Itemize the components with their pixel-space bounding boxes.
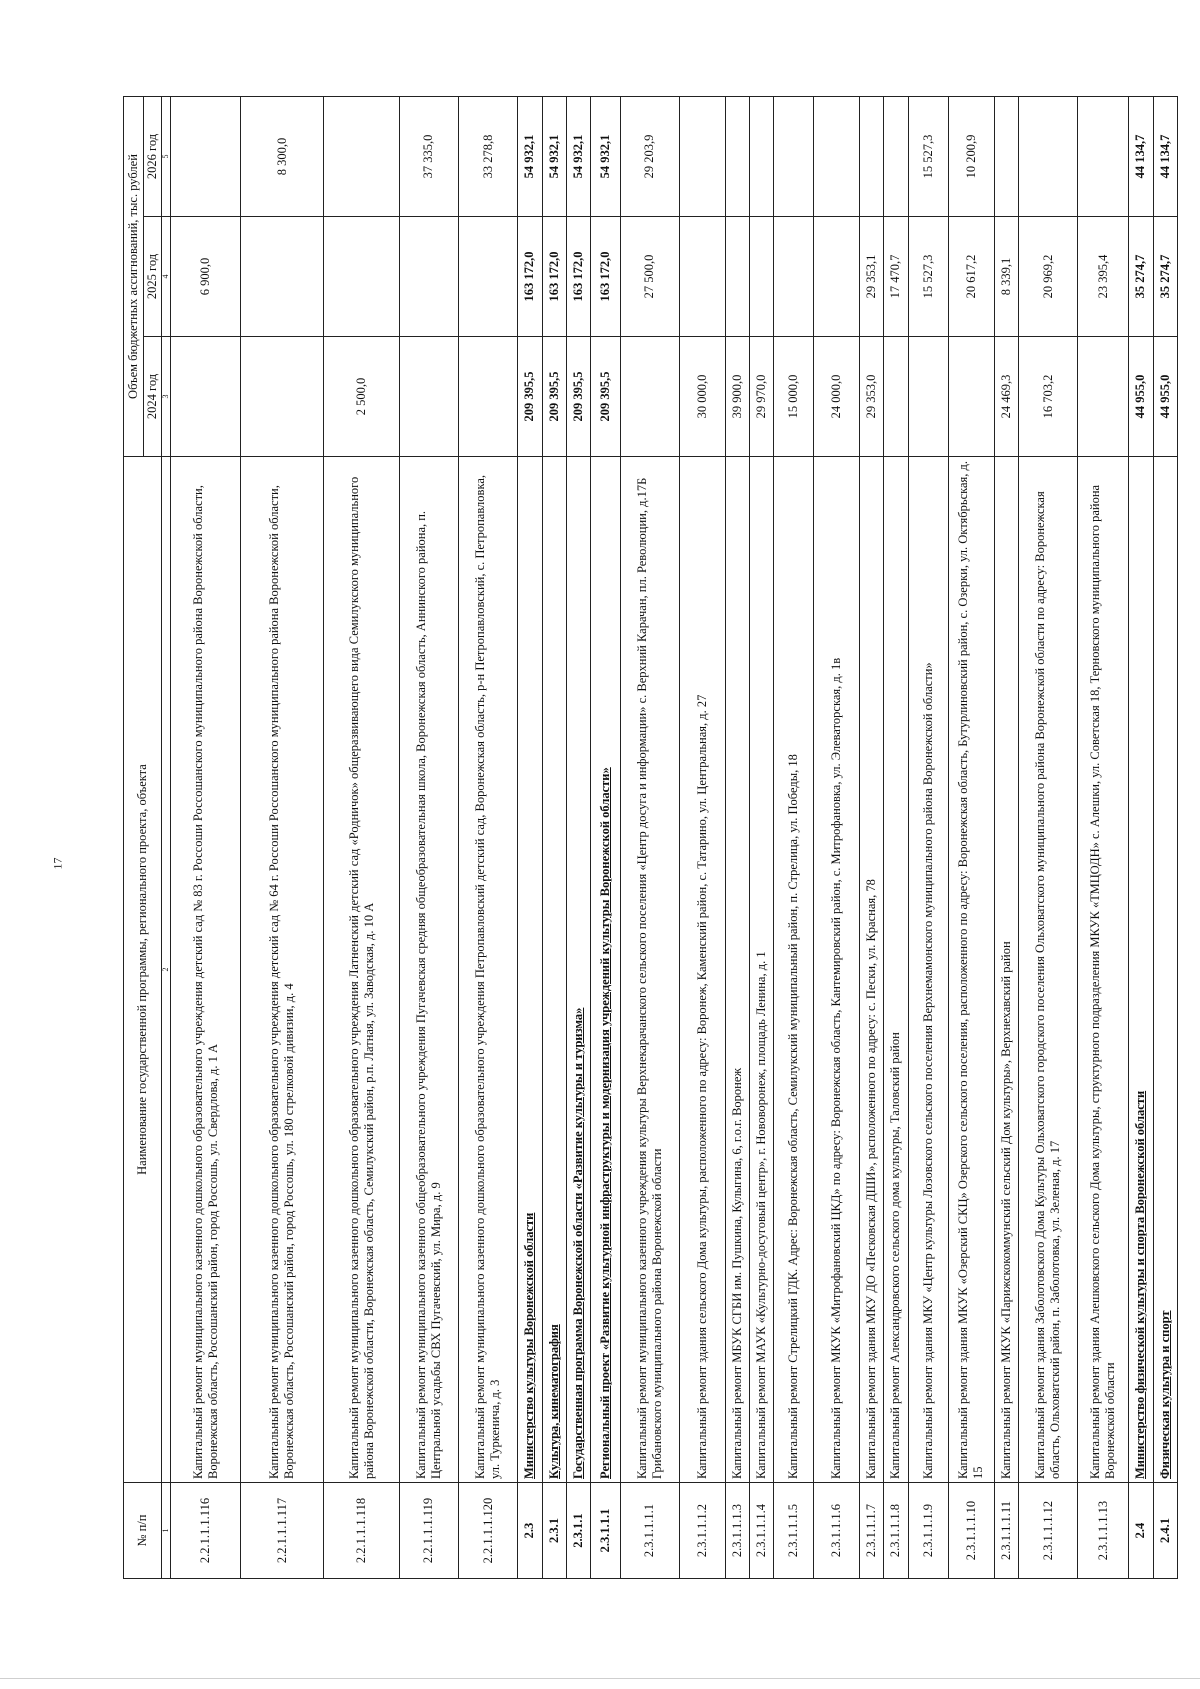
value-2025: 6 900,0 [171,217,241,337]
row-name: Физическая культура и спорт [1153,457,1177,1483]
header-volume: Объем бюджетных ассигнований, тыс. рублей [124,97,144,457]
row-name: Капитальный ремонт муниципального казенного учреждения культуры Верхнекарачанского сельского поселения «Центр досуга и информации» с. Верхний Карачан, пл. Революции, д.17Б Грибановского муниципального района Воронежской области [620,457,679,1483]
value-2024: 209 395,5 [542,337,566,457]
value-2025: 27 500,0 [620,217,679,337]
row-number: 2.2.1.1.1.120 [459,1483,518,1579]
row-name: Капитальный ремонт Стрелицкий ГДК. Адрес: Воронежская область, Семилукский муниципальный район, п. Стрелица, ул. Победы, 18 [774,457,814,1483]
column-index: 2 [162,457,171,1483]
header-year-2025: 2025 год [144,217,162,337]
row-number: 2.3.1.1.1.1 [620,1483,679,1579]
row-number: 2.3.1.1.1.3 [725,1483,749,1579]
value-2026 [860,97,884,217]
table-row [171,97,241,1579]
value-2025 [814,217,860,337]
value-2025: 35 274,7 [1129,217,1153,337]
row-name: Капитальный ремонт здания сельского Дома культуры, расположенного по адресу: Воронеж, Каменский район, с. Татарино, ул. Центральная, д. 27 [679,457,725,1483]
table-row [1078,97,1129,1579]
value-2026 [814,97,860,217]
value-2025 [774,217,814,337]
row-number: 2.4 [1129,1483,1153,1579]
value-2025: 23 395,4 [1078,217,1129,337]
budget-table-rotated [123,97,1178,1579]
row-number: 2.3.1.1.1.10 [948,1483,994,1579]
table-row [994,97,1018,1579]
value-2026 [324,97,399,217]
value-2024: 15 000,0 [774,337,814,457]
row-name: Капитальный ремонт МКУК «Митрофановский ЦКД» по адресу: Воронежская область, Кантемировский район, с. Митрофановка, ул. Элеваторская, д. 1в [814,457,860,1483]
value-2025 [241,217,324,337]
row-name: Министерство культуры Воронежской области [518,457,542,1483]
value-2024: 209 395,5 [590,337,620,457]
value-2025 [459,217,518,337]
value-2026 [994,97,1018,217]
table-row [749,97,773,1579]
value-2024: 24 469,3 [994,337,1018,457]
row-number: 2.3.1.1.1.4 [749,1483,773,1579]
row-name: Капитальный ремонт здания Заболотовского Дома Культуры Ольховатского городского поселения Ольховатского муниципального района Воронежской области по адресу: Воронежская область, Ольховатский район, п. Заболотовка, ул. Зеленая, д. 17 [1018,457,1077,1483]
value-2024 [399,337,458,457]
value-2026 [749,97,773,217]
value-2026: 10 200,9 [948,97,994,217]
value-2024: 30 000,0 [679,337,725,457]
value-2025: 20 969,2 [1018,217,1077,337]
row-number: 2.3 [518,1483,542,1579]
row-name: Капитальный ремонт МБУК СГБИ им. Пушкина, Кулыгина, 6, г.о.г. Воронеж [725,457,749,1483]
value-2024: 29 970,0 [749,337,773,457]
value-2026 [774,97,814,217]
value-2024 [1078,337,1129,457]
value-2024 [241,337,324,457]
header-name: Наименование государственной программы, регионального проекта, объекта [124,457,162,1483]
row-number: 2.2.1.1.1.118 [324,1483,399,1579]
row-number: 2.3.1.1.1.13 [1078,1483,1129,1579]
value-2024 [620,337,679,457]
column-index: 5 [162,97,171,217]
value-2025 [399,217,458,337]
table-row [725,97,749,1579]
table-row [399,97,458,1579]
table-row [908,97,948,1579]
column-index: 3 [162,337,171,457]
value-2026 [1018,97,1077,217]
value-2026: 8 300,0 [241,97,324,217]
table-row [884,97,908,1579]
value-2025: 15 527,3 [908,217,948,337]
value-2026 [679,97,725,217]
value-2025: 20 617,2 [948,217,994,337]
value-2026: 54 932,1 [566,97,590,217]
row-name: Культура, кинематография [542,457,566,1483]
header-num: № п/п [124,1483,162,1579]
value-2026: 37 335,0 [399,97,458,217]
table-row [679,97,725,1579]
budget-allocation-table [123,96,1178,1579]
table-row [241,97,324,1579]
value-2024 [884,337,908,457]
value-2026: 44 134,7 [1153,97,1177,217]
value-2025: 17 470,7 [884,217,908,337]
value-2025: 163 172,0 [590,217,620,337]
row-number: 2.3.1.1.1.2 [679,1483,725,1579]
table-row [590,97,620,1579]
table-row [860,97,884,1579]
value-2024: 209 395,5 [518,337,542,457]
header-year-2026: 2026 год [144,97,162,217]
table-row [814,97,860,1579]
row-number: 2.3.1.1.1.5 [774,1483,814,1579]
value-2024: 39 900,0 [725,337,749,457]
value-2024: 29 353,0 [860,337,884,457]
row-name: Капитальный ремонт муниципального казенного дошкольного образовательного учреждения Петропавловский детский сад, Воронежская область, р-н Петропавловский, с. Петропавловка, ул. Туркенича, д. 3 [459,457,518,1483]
table-row [774,97,814,1579]
row-number: 2.3.1 [542,1483,566,1579]
value-2024: 16 703,2 [1018,337,1077,457]
value-2026: 54 932,1 [590,97,620,217]
row-name: Капитальный ремонт здания МКУ ДО «Песковская ДШИ», расположенного по адресу: с. Пески, ул. Красная, 78 [860,457,884,1483]
value-2025 [749,217,773,337]
row-name: Капитальный ремонт здания МКУ «Центр культуры Лозовского сельского поселения Верхнемамонского муниципального района Воронежской области» [908,457,948,1483]
row-number: 2.3.1.1 [566,1483,590,1579]
value-2024 [171,337,241,457]
row-name: Капитальный ремонт МАУК «Культурно-досуговый центр», г. Нововоронеж, площадь Ленина, д. 1 [749,457,773,1483]
row-number: 2.3.1.1.1 [590,1483,620,1579]
value-2025: 163 172,0 [518,217,542,337]
row-name: Капитальный ремонт муниципального казенного дошкольного образовательного учреждения детский сад № 64 г. Россоши Россошанского муниципального района Воронежской области, Воронежская область, Россошанский район, город Россошь, ул. 180 стрелковой дивизии, д. 4 [241,457,324,1483]
table-row [566,97,590,1579]
table-row [1129,97,1153,1579]
value-2025: 29 353,1 [860,217,884,337]
row-name: Капитальный ремонт здания Алешковского сельского Дома культуры, структурного подразделения МКУК «ТМЦОДН» с. Алешки, ул. Советская 18, Терновского муниципального района Воронежской области [1078,457,1129,1483]
value-2026 [171,97,241,217]
value-2024: 209 395,5 [566,337,590,457]
value-2024: 44 955,0 [1153,337,1177,457]
value-2025 [324,217,399,337]
row-name: Капитальный ремонт муниципального казенного общеобразовательного учреждения Пугачевская средняя общеобразовательная школа, Воронежская область, Аннинского района, п. Центральной усадьбы СВХ Пугачевский, ул. Мира, д. 9 [399,457,458,1483]
table-row [1153,97,1177,1579]
value-2025: 8 339,1 [994,217,1018,337]
value-2026 [725,97,749,217]
value-2026: 54 932,1 [542,97,566,217]
table-row [459,97,518,1579]
row-number: 2.3.1.1.1.9 [908,1483,948,1579]
value-2024: 44 955,0 [1129,337,1153,457]
row-name: Капитальный ремонт Александровского сельского дома культуры, Таловский район [884,457,908,1483]
column-index: 1 [162,1483,171,1579]
table-row [518,97,542,1579]
value-2026 [1078,97,1129,217]
row-name: Капитальный ремонт здания МКУК «Озерский СКЦ» Озерского сельского поселения, расположенного по адресу: Воронежская область, Бутурлиновский район, с. Озерки, ул. Октябрьская, д. 15 [948,457,994,1483]
row-number: 2.3.1.1.1.6 [814,1483,860,1579]
row-name: Государственная программа Воронежской области «Развитие культуры и туризма» [566,457,590,1483]
row-number: 2.3.1.1.1.7 [860,1483,884,1579]
value-2026: 54 932,1 [518,97,542,217]
row-number: 2.3.1.1.1.8 [884,1483,908,1579]
column-index: 4 [162,217,171,337]
row-name: Капитальный ремонт муниципального казенного дошкольного образовательного учреждения Латненский детский сад «Родничок» общеразвивающего вида Семилукского муниципального района Воронежской области, Воронежская область, Семилукский район, р.п. Латная, ул. Заводская, д. 10 А [324,457,399,1483]
value-2024 [459,337,518,457]
value-2026: 15 527,3 [908,97,948,217]
table-row [324,97,399,1579]
row-name: Министерство физической культуры и спорта Воронежской области [1129,457,1153,1483]
table-row [542,97,566,1579]
value-2025 [679,217,725,337]
row-name: Региональный проект «Развитие культурной инфраструктуры и модернизация учреждений культуры Воронежской области» [590,457,620,1483]
row-number: 2.2.1.1.1.117 [241,1483,324,1579]
row-number: 2.4.1 [1153,1483,1177,1579]
row-number: 2.2.1.1.1.116 [171,1483,241,1579]
scan-edge [0,1678,1200,1679]
value-2025: 163 172,0 [566,217,590,337]
value-2025: 163 172,0 [542,217,566,337]
value-2024 [908,337,948,457]
table-row [948,97,994,1579]
value-2026 [884,97,908,217]
table-row [1018,97,1077,1579]
value-2025 [725,217,749,337]
value-2026: 29 203,9 [620,97,679,217]
row-number: 2.3.1.1.1.11 [994,1483,1018,1579]
row-number: 2.2.1.1.1.119 [399,1483,458,1579]
header-year-2024: 2024 год [144,337,162,457]
value-2024: 2 500,0 [324,337,399,457]
row-name: Капитальный ремонт МКУК «Парижскокоммунский сельский Дом культуры», Верхнехавский район [994,457,1018,1483]
value-2024: 24 000,0 [814,337,860,457]
row-name: Капитальный ремонт муниципального казенного дошкольного образовательного учреждения детский сад № 83 г. Россоши Россошанского муниципального района Воронежской области, Воронежская область, Россошанский район, город Россошь, ул. Свердлова, д. 1 А [171,457,241,1483]
table-row [620,97,679,1579]
row-number: 2.3.1.1.1.12 [1018,1483,1077,1579]
page-number: 17 [50,857,65,870]
value-2026: 33 278,8 [459,97,518,217]
value-2024 [948,337,994,457]
value-2025: 35 274,7 [1153,217,1177,337]
value-2026: 44 134,7 [1129,97,1153,217]
